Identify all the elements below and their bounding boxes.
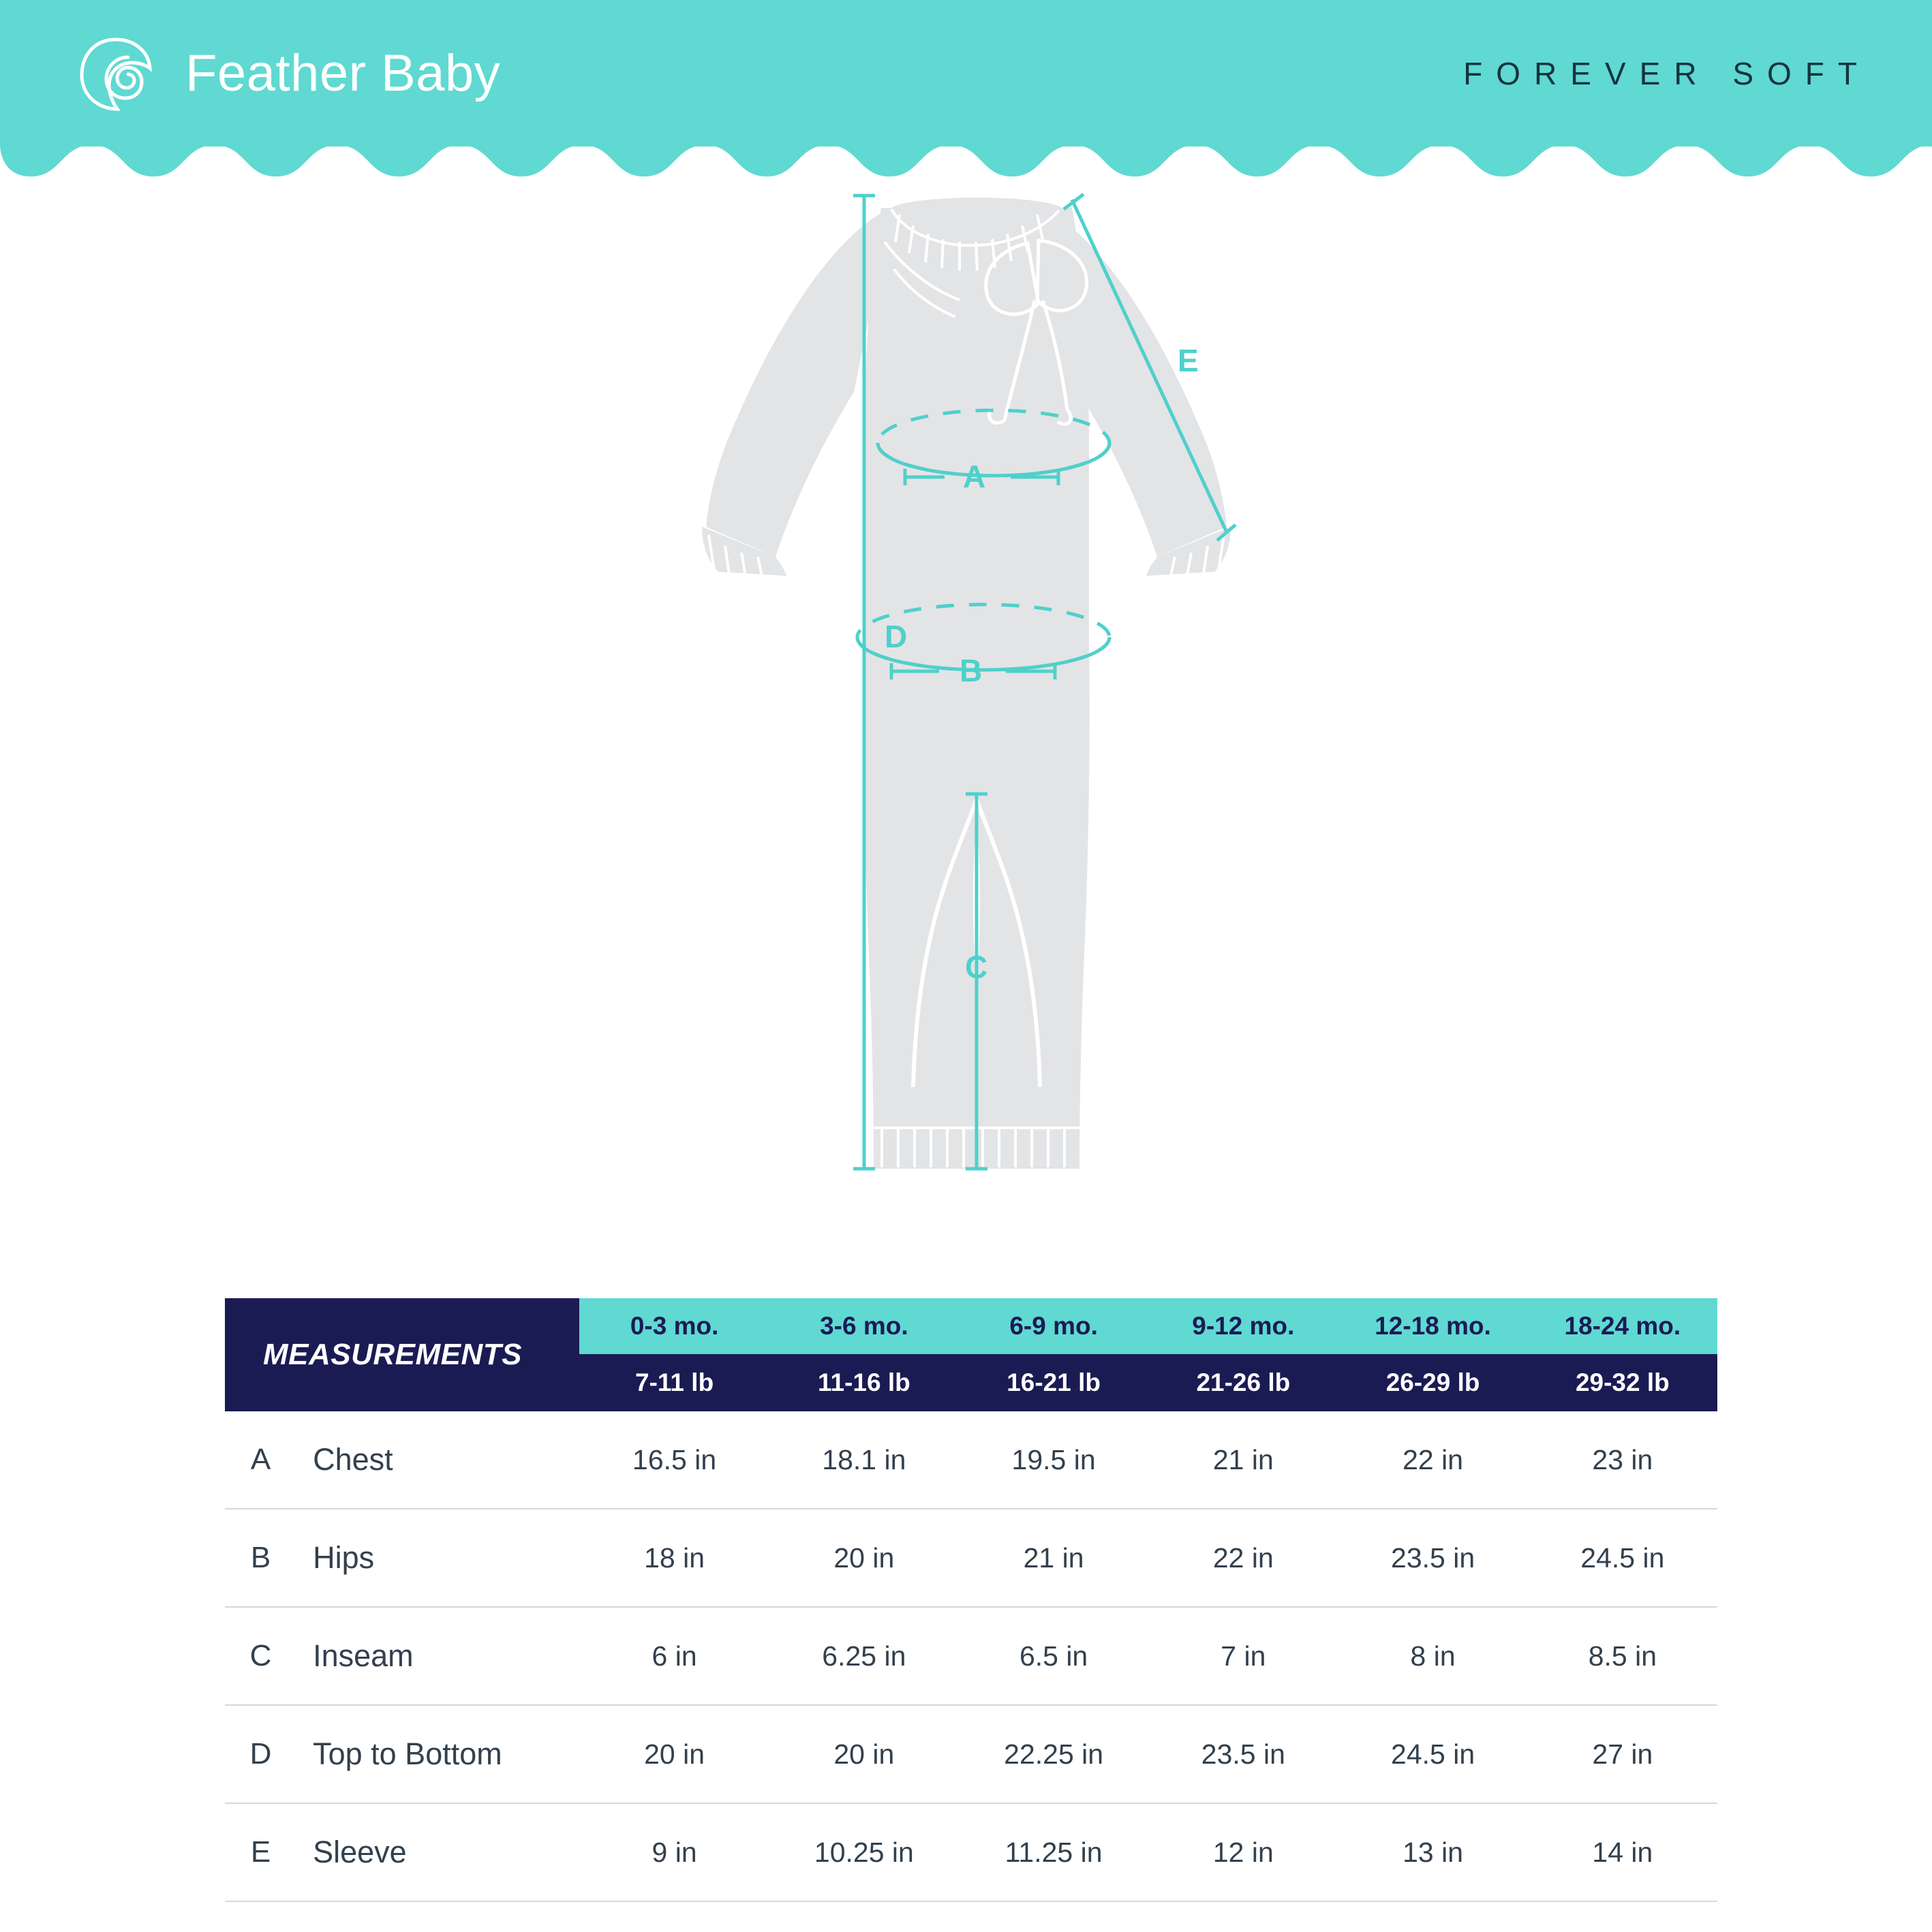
cell-inseam-5: 8.5 in: [1528, 1607, 1717, 1705]
cell-hips-2: 21 in: [959, 1509, 1148, 1607]
table-row: [225, 1411, 1717, 1509]
row-letter-e: E: [225, 1803, 296, 1901]
cell-inseam-0: 6 in: [579, 1607, 769, 1705]
brand-name: Feather Baby: [185, 44, 501, 102]
table-row: [225, 1607, 1717, 1705]
size-chart-table-wrap: [225, 1298, 1717, 1902]
label-b: B: [959, 653, 982, 688]
cell-sleeve-3: 12 in: [1148, 1803, 1338, 1901]
cell-inseam-2: 6.5 in: [959, 1607, 1148, 1705]
label-d: D: [884, 619, 907, 654]
label-a: A: [962, 459, 985, 494]
brand: [75, 33, 500, 114]
cell-sleeve-5: 14 in: [1528, 1803, 1717, 1901]
cell-ttb-4: 24.5 in: [1338, 1705, 1527, 1803]
row-letter-b: B: [225, 1509, 296, 1607]
header-age-3: 9-12 mo.: [1148, 1298, 1338, 1354]
cell-chest-1: 18.1 in: [769, 1411, 959, 1509]
header-weight-3: 21-26 lb: [1148, 1354, 1338, 1411]
cell-sleeve-1: 10.25 in: [769, 1803, 959, 1901]
table-body: [225, 1411, 1717, 1901]
cell-chest-2: 19.5 in: [959, 1411, 1148, 1509]
cell-inseam-3: 7 in: [1148, 1607, 1338, 1705]
measurements-header: MEASUREMENTS: [225, 1298, 579, 1411]
row-label-top-to-bottom: Top to Bottom: [296, 1705, 579, 1803]
size-chart-table: [225, 1298, 1717, 1902]
header-weight-1: 11-16 lb: [769, 1354, 959, 1411]
header-weight-5: 29-32 lb: [1528, 1354, 1717, 1411]
cell-ttb-3: 23.5 in: [1148, 1705, 1338, 1803]
table-head: [225, 1298, 1717, 1411]
feather-shell-logo-icon: [75, 33, 157, 114]
cell-inseam-1: 6.25 in: [769, 1607, 959, 1705]
row-letter-d: D: [225, 1705, 296, 1803]
cell-hips-4: 23.5 in: [1338, 1509, 1527, 1607]
cell-sleeve-2: 11.25 in: [959, 1803, 1148, 1901]
label-c: C: [964, 949, 987, 985]
row-label-inseam: Inseam: [296, 1607, 579, 1705]
cell-chest-4: 22 in: [1338, 1411, 1527, 1509]
cell-sleeve-0: 9 in: [579, 1803, 769, 1901]
label-e: E: [1177, 343, 1199, 378]
table-row: [225, 1705, 1717, 1803]
cell-sleeve-4: 13 in: [1338, 1803, 1527, 1901]
table-row: [225, 1509, 1717, 1607]
header-weight-0: 7-11 lb: [579, 1354, 769, 1411]
cell-ttb-2: 22.25 in: [959, 1705, 1148, 1803]
cell-ttb-5: 27 in: [1528, 1705, 1717, 1803]
cell-ttb-0: 20 in: [579, 1705, 769, 1803]
row-letter-c: C: [225, 1607, 296, 1705]
row-label-hips: Hips: [296, 1509, 579, 1607]
diagram-section: [0, 147, 1932, 1264]
cell-inseam-4: 8 in: [1338, 1607, 1527, 1705]
header-age-2: 6-9 mo.: [959, 1298, 1148, 1354]
cell-chest-5: 23 in: [1528, 1411, 1717, 1509]
cell-chest-0: 16.5 in: [579, 1411, 769, 1509]
page-header: [0, 0, 1932, 147]
cell-hips-5: 24.5 in: [1528, 1509, 1717, 1607]
cell-hips-0: 18 in: [579, 1509, 769, 1607]
header-age-0: 0-3 mo.: [579, 1298, 769, 1354]
header-weight-4: 26-29 lb: [1338, 1354, 1527, 1411]
cell-hips-3: 22 in: [1148, 1509, 1338, 1607]
header-age-1: 3-6 mo.: [769, 1298, 959, 1354]
row-label-chest: Chest: [296, 1411, 579, 1509]
row-label-sleeve: Sleeve: [296, 1803, 579, 1901]
header-weight-2: 16-21 lb: [959, 1354, 1148, 1411]
header-age-5: 18-24 mo.: [1528, 1298, 1717, 1354]
row-letter-a: A: [225, 1411, 296, 1509]
header-age-4: 12-18 mo.: [1338, 1298, 1527, 1354]
cell-ttb-1: 20 in: [769, 1705, 959, 1803]
cell-chest-3: 21 in: [1148, 1411, 1338, 1509]
romper-measurement-diagram: [455, 167, 1477, 1257]
tagline: FOREVER SOFT: [1463, 55, 1871, 91]
cell-hips-1: 20 in: [769, 1509, 959, 1607]
table-row: [225, 1803, 1717, 1901]
header-age-row: [225, 1298, 1717, 1354]
